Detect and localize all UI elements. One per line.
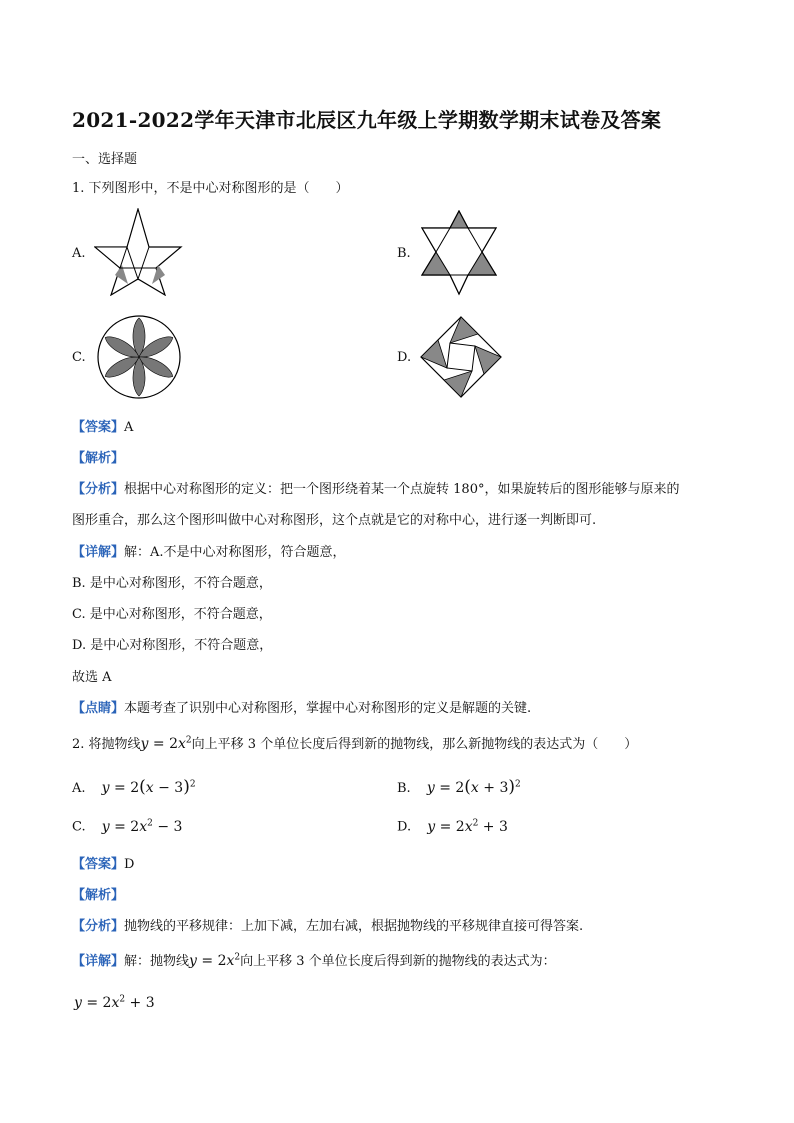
analysis-tag: 【解析】 [72,451,125,466]
option-a-label: A. [72,781,86,796]
q1-review [72,697,531,716]
section-heading: 一、选择题 [72,152,138,167]
q2-option-c [72,818,182,835]
option-b-label: B. [397,781,411,796]
option-c-formula: $y = 2x^2 - 3$ [101,818,183,835]
option-a-formula: $y = 2(x - 3)^2$ [101,777,196,797]
five-point-star-icon [94,208,184,296]
detail-tag: 【详解】 [72,545,125,560]
parabola-formula: $y = 2x^2$ [140,735,192,752]
option-b-formula: $y = 2(x + 3)^2$ [426,777,521,797]
question-1-stem: 1. 下列图形中，不是中心对称图形的是（ ） [72,181,349,196]
question-2-stem [72,733,637,752]
option-d-formula: $y = 2x^2 + 3$ [427,818,508,835]
detail-text: 解：A.不是中心对称图形，符合题意， [124,545,346,560]
fenxi-text: 抛物线的平移规律：上加下减，左加右减，根据抛物线的平移规律直接可得答案. [124,919,584,934]
option-a-label: A. [72,246,86,261]
detail-post: 向上平移 3 个单位长度后得到新的抛物线的表达式为： [240,954,556,969]
q1-detail-line3: C. 是中心对称图形，不符合题意， [72,607,272,622]
result-formula: $y = 2x^2 + 3$ [74,994,155,1011]
q1-detail-line4: D. 是中心对称图形，不符合题意， [72,638,273,653]
q1-detail-line1 [72,541,346,560]
option-d-label: D. [397,819,412,835]
answer-value: A [124,420,134,435]
q2-result-formula [74,994,155,1011]
option-c-label: C. [72,819,86,835]
q1-analysis-heading [72,447,124,466]
option-b-label: B. [397,246,411,261]
q1-fenxi-line1 [72,478,679,497]
q1-conclusion: 故选 A [72,670,112,685]
detail-formula: $y = 2x^2$ [189,952,241,969]
analysis-tag: 【解析】 [72,888,125,903]
page-title: 2021-2022学年天津市北辰区九年级上学期数学期末试卷及答案 [72,108,662,132]
q2-fenxi [72,915,583,934]
fenxi-text: 根据中心对称图形的定义：把一个图形绕着某一个点旋转 180°，如果旋转后的图形能够与原来的 [124,482,680,497]
q2-stem-pre: 2. 将抛物线 [72,737,141,752]
fenxi-tag: 【分析】 [72,482,125,497]
q2-stem-post: 向上平移 3 个单位长度后得到新的抛物线，那么新抛物线的表达式为（ ） [191,737,638,752]
review-tag: 【点睛】 [72,701,125,716]
detail-pre: 解：抛物线 [124,954,190,969]
answer-tag: 【答案】 [72,857,125,872]
q1-answer [72,416,133,435]
q1-detail-line2: B. 是中心对称图形，不符合题意， [72,576,272,591]
detail-tag: 【详解】 [72,954,125,969]
answer-tag: 【答案】 [72,420,125,435]
q2-answer [72,853,134,872]
q2-detail [72,950,556,969]
option-c-label: C. [72,350,86,365]
answer-value: D [124,857,135,872]
q2-option-d [397,818,508,835]
fenxi-tag: 【分析】 [72,919,125,934]
six-point-star-icon [420,210,498,296]
q2-analysis-heading [72,884,124,903]
square-pinwheel-icon [420,316,502,398]
review-text: 本题考查了识别中心对称图形，掌握中心对称图形的定义是解题的关键. [124,701,532,716]
q2-option-b [397,777,521,797]
flower-in-circle-icon [96,314,182,400]
option-d-label: D. [397,350,412,365]
q1-fenxi-line2: 图形重合，那么这个图形叫做中心对称图形，这个点就是它的对称中心，进行逐一判断即可. [72,513,597,528]
q2-option-a [72,777,196,797]
